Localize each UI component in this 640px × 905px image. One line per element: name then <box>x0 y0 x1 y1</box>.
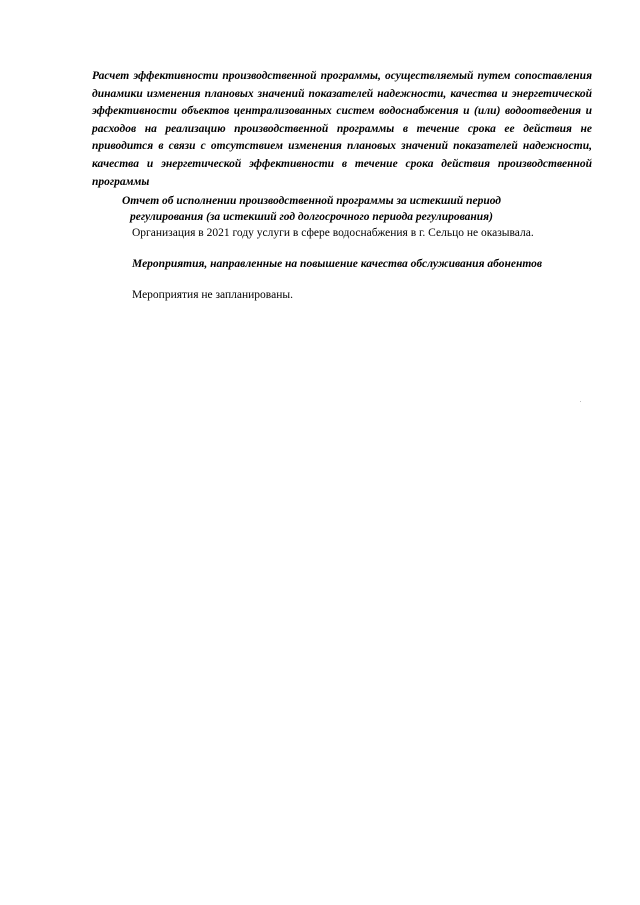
efficiency-calculation-heading: Расчет эффективности производственной программы, осуществляемый путем сопоставления динамики изменения плановых значений показателей надежности, качества и энергетической эффективности объектов централизованных систем водоснабжения и (или) водоотведения и расходов на реализацию производственной программы в течение срока ее действия не приводится в связи с отсутствием изменения плановых значений показателей надежности, качества и энергетической эффективности в течение срока действия производственной программы <box>92 70 592 188</box>
report-section-text: Организация в 2021 году услуги в сфере водоснабжения в г. Сельцо не оказывала. <box>132 227 534 239</box>
report-title-line-1: Отчет об исполнении производственной программы за истекший период <box>122 195 502 207</box>
measures-section-text: Мероприятия не запланированы. <box>132 289 293 301</box>
report-title-line-2: регулирования (за истекший год долгосрочного периода регулирования) <box>130 211 493 223</box>
scan-speck <box>580 401 581 402</box>
report-section-title <box>122 193 592 225</box>
measures-section-title: Мероприятия, направленные на повышение качества обслуживания абонентов <box>132 258 543 270</box>
